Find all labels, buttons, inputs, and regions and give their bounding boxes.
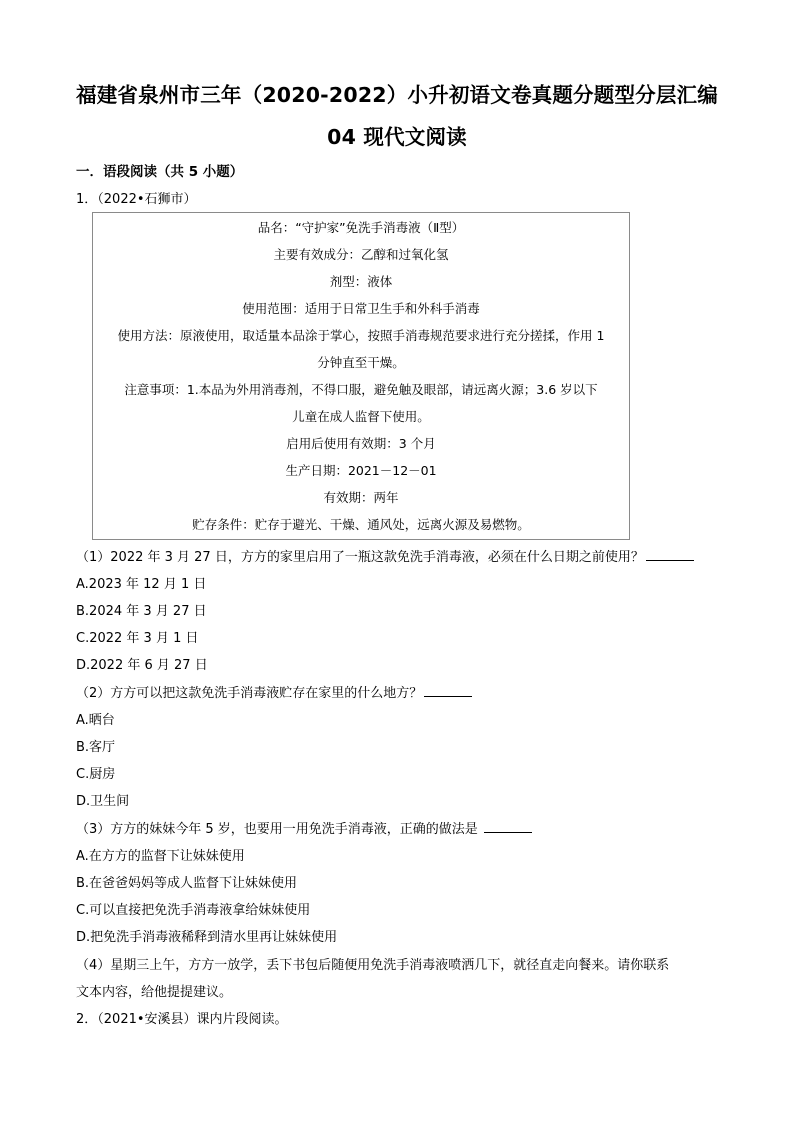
box-line: 剂型：液体 bbox=[329, 274, 393, 289]
document-title-line2: 04 现代文阅读 bbox=[327, 125, 467, 149]
option: C.2022 年 3 月 1 日 bbox=[76, 631, 199, 646]
option: A.在方方的监督下让妹妹使用 bbox=[76, 849, 245, 864]
box-line: 主要有效成分：乙醇和过氧化氢 bbox=[273, 247, 449, 262]
document-title-line1: 福建省泉州市三年（2020-2022）小升初语文卷真题分题型分层汇编 bbox=[76, 83, 718, 107]
box-line: 分钟直至干燥。 bbox=[317, 355, 405, 370]
answer-blank[interactable] bbox=[424, 684, 472, 697]
option: A.2023 年 12 月 1 日 bbox=[76, 577, 207, 592]
box-line: 贮存条件：贮存于避光、干燥、通风处，远离火源及易燃物。 bbox=[192, 517, 530, 532]
sub-question-3-stem: （3）方方的妹妹今年 5 岁，也要用一用免洗手消毒液，正确的做法是 bbox=[76, 822, 478, 837]
box-line: 生产日期：2021－12－01 bbox=[285, 463, 437, 478]
answer-blank[interactable] bbox=[484, 820, 532, 833]
option: D.2022 年 6 月 27 日 bbox=[76, 658, 208, 673]
sub-question-3 bbox=[76, 818, 532, 837]
option: B.客厅 bbox=[76, 740, 116, 755]
section-heading: 一．语段阅读（共 5 小题） bbox=[76, 164, 244, 180]
question-2-label: 2．（2021•安溪县）课内片段阅读。 bbox=[76, 1012, 288, 1027]
option: D.把免洗手消毒液稀释到清水里再让妹妹使用 bbox=[76, 930, 338, 945]
question-1-label: 1．（2022•石狮市） bbox=[76, 192, 197, 207]
box-line: 儿童在成人监督下使用。 bbox=[292, 409, 430, 424]
box-line: 注意事项：1.本品为外用消毒剂，不得口服，避免触及眼部，请远离火源；3.6 岁以下 bbox=[124, 382, 598, 397]
option: A.晒台 bbox=[76, 713, 115, 728]
option: D.卫生间 bbox=[76, 794, 130, 809]
answer-blank[interactable] bbox=[646, 548, 694, 561]
option: B.2024 年 3 月 27 日 bbox=[76, 604, 207, 619]
sub-question-2-stem: （2）方方可以把这款免洗手消毒液贮存在家里的什么地方？ bbox=[76, 686, 423, 701]
box-line: 品名：“守护家”免洗手消毒液（Ⅱ型） bbox=[257, 220, 465, 235]
sub-question-4-line1: （4）星期三上午，方方一放学，丢下书包后随便用免洗手消毒液喷洒几下，就径直走向餐来。请你联系 bbox=[76, 958, 670, 973]
sub-question-1-stem: （1）2022 年 3 月 27 日，方方的家里启用了一瓶这款免洗手消毒液，必须在什么日期之前使用？ bbox=[76, 550, 644, 565]
product-label-box bbox=[92, 212, 630, 540]
sub-question-1 bbox=[76, 546, 694, 565]
sub-question-4-line2: 文本内容，给他提提建议。 bbox=[76, 985, 233, 1000]
option: B.在爸爸妈妈等成人监督下让妹妹使用 bbox=[76, 876, 298, 891]
box-line: 使用方法：原液使用，取适量本品涂于掌心，按照手消毒规范要求进行充分搓揉，作用 1 bbox=[117, 328, 605, 343]
option: C.厨房 bbox=[76, 767, 116, 782]
sub-question-2 bbox=[76, 682, 472, 701]
box-line: 使用范围：适用于日常卫生手和外科手消毒 bbox=[242, 301, 480, 316]
box-line: 有效期：两年 bbox=[323, 490, 399, 505]
option: C.可以直接把免洗手消毒液拿给妹妹使用 bbox=[76, 903, 311, 918]
box-line: 启用后使用有效期：3 个月 bbox=[286, 436, 436, 451]
